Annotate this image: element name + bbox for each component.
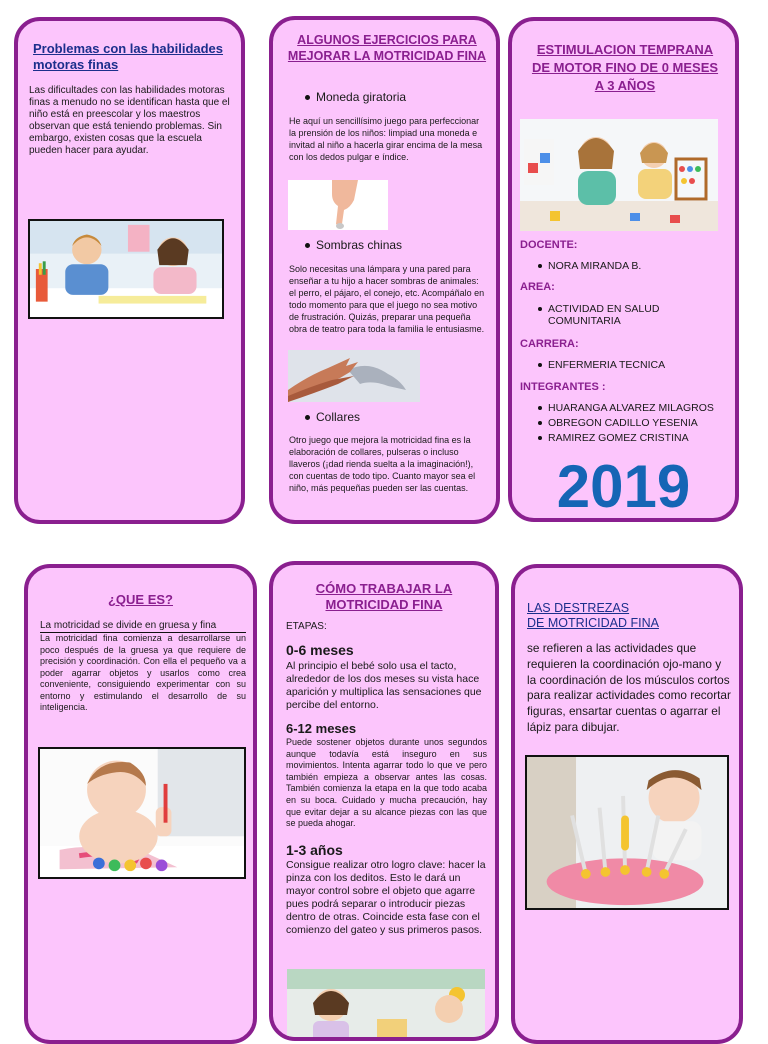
panel-problemas (14, 17, 245, 524)
carrera-label: CARRERA: (520, 338, 579, 350)
integrante-item: RAMIREZ GOMEZ CRISTINA (538, 431, 714, 446)
bullet-icon (538, 421, 542, 425)
stage-heading: 0-6 meses (286, 642, 354, 658)
bullet-icon (538, 264, 542, 268)
docente-item: NORA MIRANDA B. (538, 260, 641, 272)
stage-heading: 1-3 años (286, 842, 343, 858)
carrera-item: ENFERMERIA TECNICA (538, 359, 665, 371)
panel-title: LAS DESTREZAS DE MOTRICIDAD FINA (527, 601, 659, 630)
toddlers-playing-photo (520, 119, 718, 231)
exercise-text-moneda: He aquí un sencillísimo juego para perfeccionar la prensión de los niños: limpiad una moneda e invitad al niño a hacerla girar encima de la mesa con los dedos pulgar e índice. (289, 116, 483, 162)
integrante-item: HUARANGA ALVAREZ MILAGROS (538, 401, 714, 416)
baby-painting-photo (38, 747, 246, 879)
docente-label: DOCENTE: (520, 239, 578, 251)
stage-text: Consigue realizar otro logro clave: hacer la pinza con los deditos. Esto le dará un mayor control sobre el objeto que agarre pues podrá separar o introducir piezas dentro de otras. Coincide esta fase con el comienzo del gateo y sus primeros pasos. (286, 859, 486, 936)
exercise-text-sombras: Solo necesitas una lámpara y una pared para enseñar a tu hijo a hacer sombras de animales: el perro, el pájaro, el conejo, etc. Acompáñalo en todo momento para que el juego no sea motivo de frustración. Quizás, preparar una pequeña obra de teatro para toda la familia le entusiasme. (289, 264, 485, 334)
panel-ejercicios (269, 16, 500, 524)
panel-title: CÓMO TRABAJAR LA MOTRICIDAD FINA (315, 581, 453, 612)
panel-destrezas (511, 564, 743, 1044)
toddlers-table-photo (287, 969, 485, 1041)
stage-text: Puede sostener objetos durante unos segundos aunque todavía está inseguro en sus movimientos. Intenta agarrar todo lo que ve pero también empieza a observar antes las cosas. También comienza la etapa en la que todo acaba en su boca. Cuidado y mucha precaución, hay que evitar dejar a su alcance piezas con las que se pueda ahogar. (286, 737, 487, 829)
bullet-icon (305, 243, 310, 248)
panel-subtitle: La motricidad se divide en gruesa y fina (40, 620, 246, 633)
bullet-icon (538, 307, 542, 311)
stage-text: Al principio el bebé solo usa el tacto, alrededor de los dos meses su vista hace aparición y multiplica las sensaciones que percibe del entorno. (286, 660, 482, 711)
panel-como-trabajar (269, 561, 499, 1041)
exercise-heading-sombras: Sombras chinas (305, 238, 402, 252)
panel-title: ALGUNOS EJERCICIOS PARA MEJORAR LA MOTRICIDAD FINA (287, 33, 487, 63)
etapas-label: ETAPAS: (286, 621, 327, 632)
children-drawing-photo (28, 219, 224, 319)
bullet-icon (538, 436, 542, 440)
bullet-icon (538, 406, 542, 410)
bullet-icon (538, 363, 542, 367)
exercise-heading-moneda: Moneda giratoria (305, 90, 406, 104)
coin-hand-photo (288, 180, 388, 230)
bullet-icon (305, 415, 310, 420)
panel-body: se refieren a las actividades que requieren la coordinación ojo-mano y la coordinación de los músculos cortos para realizar actividades como recortar figuras, ensartar cuentas o agarrar el lápiz para dibujar. (527, 641, 731, 734)
panel-body: La motricidad fina comienza a desarrollarse un poco después de la gruesa ya que requiere de precisión y coordinación. Con ella el pequeño va a poder agarrar objetos y usarlos como crea conveniente, consiguiendo experimentar con su entorno y estimulando el desarrollo de su inteligencia. (40, 633, 246, 712)
exercise-text-collares: Otro juego que mejora la motricidad fina es la elaboración de collares, pulseras o incluso llaveros (¡dad rienda suelta a la imaginación!), con cuentas de todo tipo. Cuanto mayor sea el niño, más pequeñas pueden ser las cuentas. (289, 435, 476, 493)
panel-title: Problemas con las habilidades motoras finas (33, 41, 224, 72)
year-label: 2019 (556, 453, 691, 520)
child-threading-photo (525, 755, 729, 910)
bullet-icon (305, 95, 310, 100)
exercise-heading-collares: Collares (305, 410, 360, 424)
panel-que-es (24, 564, 257, 1044)
area-item: ACTIVIDAD EN SALUD COMUNITARIA (538, 303, 708, 327)
panel-cover (508, 17, 739, 522)
integrantes-list (538, 401, 714, 446)
panel-body: Las dificultades con las habilidades motoras finas a menudo no se identifican hasta que el niño está en preescolar y los maestros observan que está teniendo problemas. Sin embargo, existen cosas que la escuela pueden hacer para ayudar. (29, 85, 230, 156)
area-label: AREA: (520, 281, 555, 293)
stage-heading: 6-12 meses (286, 721, 357, 736)
panel-title: ¿QUE ES? (107, 592, 173, 607)
shadow-hands-photo (288, 350, 420, 402)
integrante-item: OBREGON CADILLO YESENIA (538, 416, 714, 431)
integrantes-label: INTEGRANTES : (520, 381, 606, 393)
brochure-title: ESTIMULACION TEMPRANA DE MOTOR FINO DE 0 MESES A 3 AÑOS (531, 42, 719, 93)
